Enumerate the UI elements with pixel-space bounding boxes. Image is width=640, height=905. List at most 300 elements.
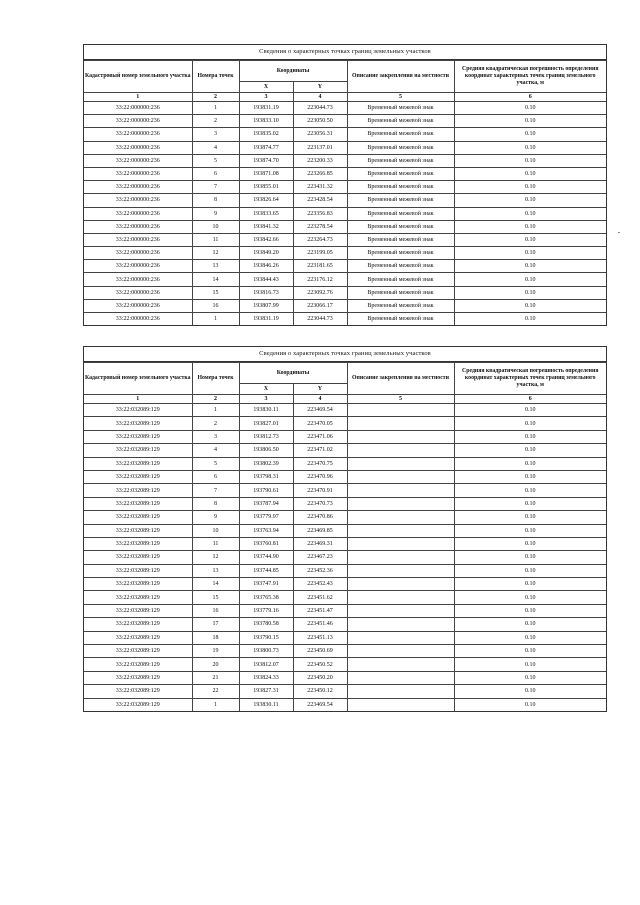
table-row: [84, 247, 606, 260]
x-coordinate-cell: 193747.91: [239, 578, 293, 591]
cadastral-number-cell: 33:22:032089:129: [84, 511, 192, 524]
table-row: [84, 154, 606, 167]
table-row: [84, 631, 606, 644]
x-coordinate-cell: 193760.81: [239, 537, 293, 550]
accuracy-cell: 0.10: [454, 457, 606, 470]
accuracy-cell: 0.10: [454, 685, 606, 698]
column-number: 5: [347, 395, 454, 404]
accuracy-cell: 0.10: [454, 260, 606, 273]
accuracy-cell: 0.10: [454, 181, 606, 194]
y-coordinate-cell: 223450.52: [293, 658, 347, 671]
points-table-block-1: [83, 44, 607, 326]
cadastral-number-cell: 33:22:032089:129: [84, 537, 192, 550]
accuracy-cell: 0.10: [454, 564, 606, 577]
cadastral-number-cell: 33:22:000000:236: [84, 102, 192, 115]
point-number-cell: 11: [192, 537, 239, 550]
cadastral-number-cell: 33:22:032089:129: [84, 671, 192, 684]
cadastral-number-cell: 33:22:032089:129: [84, 604, 192, 617]
y-coordinate-cell: 223044.73: [293, 313, 347, 326]
cadastral-number-cell: 33:22:032089:129: [84, 430, 192, 443]
description-cell: [347, 578, 454, 591]
cadastral-number-cell: 33:22:032089:129: [84, 417, 192, 430]
description-cell: [347, 645, 454, 658]
description-cell: [347, 658, 454, 671]
cadastral-number-cell: 33:22:000000:236: [84, 233, 192, 246]
description-cell: Временный межевой знак: [347, 313, 454, 326]
table-row: [84, 470, 606, 483]
description-cell: Временный межевой знак: [347, 247, 454, 260]
y-coordinate-cell: 223451.62: [293, 591, 347, 604]
y-coordinate-cell: 223451.47: [293, 604, 347, 617]
accuracy-cell: 0.10: [454, 299, 606, 312]
x-coordinate-cell: 193831.19: [239, 313, 293, 326]
accuracy-cell: 0.10: [454, 551, 606, 564]
x-coordinate-cell: 193816.73: [239, 286, 293, 299]
point-number-cell: 1: [192, 102, 239, 115]
cadastral-number-cell: 33:22:000000:236: [84, 194, 192, 207]
x-coordinate-cell: 193780.58: [239, 618, 293, 631]
x-coordinate-cell: 193826.64: [239, 194, 293, 207]
description-cell: Временный межевой знак: [347, 273, 454, 286]
cadastral-number-cell: 33:22:000000:236: [84, 181, 192, 194]
x-coordinate-cell: 193833.65: [239, 207, 293, 220]
point-number-cell: 13: [192, 260, 239, 273]
x-coordinate-cell: 193849.20: [239, 247, 293, 260]
cadastral-number-cell: 33:22:032089:129: [84, 631, 192, 644]
cadastral-number-cell: 33:22:000000:236: [84, 207, 192, 220]
x-coordinate-cell: 193763.94: [239, 524, 293, 537]
accuracy-cell: 0.10: [454, 194, 606, 207]
column-number: 3: [239, 93, 293, 102]
table-row: [84, 207, 606, 220]
x-coordinate-cell: 193871.08: [239, 167, 293, 180]
point-number-cell: 1: [192, 404, 239, 417]
point-number-cell: 17: [192, 618, 239, 631]
y-coordinate-cell: 223050.50: [293, 115, 347, 128]
cadastral-number-cell: 33:22:000000:236: [84, 273, 192, 286]
header-points: Номера точек: [192, 61, 239, 93]
accuracy-cell: 0.10: [454, 247, 606, 260]
y-coordinate-cell: 223470.86: [293, 511, 347, 524]
y-coordinate-cell: 223452.36: [293, 564, 347, 577]
y-coordinate-cell: 223470.96: [293, 470, 347, 483]
x-coordinate-cell: 193831.19: [239, 102, 293, 115]
accuracy-cell: 0.10: [454, 511, 606, 524]
header-y: Y: [293, 82, 347, 93]
accuracy-cell: 0.10: [454, 102, 606, 115]
table-row: [84, 685, 606, 698]
points-table: [84, 60, 606, 325]
point-number-cell: 4: [192, 444, 239, 457]
point-number-cell: 6: [192, 470, 239, 483]
table-row: [84, 604, 606, 617]
accuracy-cell: 0.10: [454, 604, 606, 617]
table-row: [84, 128, 606, 141]
cadastral-number-cell: 33:22:032089:129: [84, 658, 192, 671]
cadastral-number-cell: 33:22:000000:236: [84, 247, 192, 260]
accuracy-cell: 0.10: [454, 484, 606, 497]
table-row: [84, 645, 606, 658]
accuracy-cell: 0.10: [454, 167, 606, 180]
y-coordinate-cell: 223266.85: [293, 167, 347, 180]
accuracy-cell: 0.10: [454, 273, 606, 286]
point-number-cell: 15: [192, 591, 239, 604]
description-cell: Временный межевой знак: [347, 154, 454, 167]
table-row: [84, 404, 606, 417]
column-number: 1: [84, 395, 192, 404]
table-row: [84, 484, 606, 497]
x-coordinate-cell: 193833.10: [239, 115, 293, 128]
description-cell: Временный межевой знак: [347, 128, 454, 141]
point-number-cell: 19: [192, 645, 239, 658]
point-number-cell: 13: [192, 564, 239, 577]
x-coordinate-cell: 193802.39: [239, 457, 293, 470]
accuracy-cell: 0.10: [454, 233, 606, 246]
table-row: [84, 551, 606, 564]
y-coordinate-cell: 223452.43: [293, 578, 347, 591]
point-number-cell: 22: [192, 685, 239, 698]
table-row: [84, 658, 606, 671]
x-coordinate-cell: 193844.43: [239, 273, 293, 286]
point-number-cell: 3: [192, 430, 239, 443]
header-description: Описание закрепления на местности: [347, 61, 454, 93]
point-number-cell: 21: [192, 671, 239, 684]
x-coordinate-cell: 193765.38: [239, 591, 293, 604]
description-cell: Временный межевой знак: [347, 102, 454, 115]
table-row: [84, 457, 606, 470]
x-coordinate-cell: 193842.66: [239, 233, 293, 246]
y-coordinate-cell: 223092.76: [293, 286, 347, 299]
x-coordinate-cell: 193874.77: [239, 141, 293, 154]
y-coordinate-cell: 223471.02: [293, 444, 347, 457]
table-row: [84, 578, 606, 591]
accuracy-cell: 0.10: [454, 313, 606, 326]
y-coordinate-cell: 223469.31: [293, 537, 347, 550]
table-row: [84, 181, 606, 194]
y-coordinate-cell: 223356.83: [293, 207, 347, 220]
x-coordinate-cell: 193846.26: [239, 260, 293, 273]
header-cadastral: Кадастровый номер земельного участка: [84, 363, 192, 395]
description-cell: [347, 551, 454, 564]
description-cell: [347, 591, 454, 604]
point-number-cell: 5: [192, 154, 239, 167]
column-number: 5: [347, 93, 454, 102]
point-number-cell: 10: [192, 524, 239, 537]
table-row: [84, 167, 606, 180]
point-number-cell: 11: [192, 233, 239, 246]
description-cell: [347, 457, 454, 470]
point-number-cell: 6: [192, 167, 239, 180]
y-coordinate-cell: 223137.01: [293, 141, 347, 154]
x-coordinate-cell: 193841.32: [239, 220, 293, 233]
column-number: 1: [84, 93, 192, 102]
y-coordinate-cell: 223450.69: [293, 645, 347, 658]
cadastral-number-cell: 33:22:032089:129: [84, 457, 192, 470]
header-coords: Координаты: [239, 363, 347, 384]
description-cell: [347, 631, 454, 644]
cadastral-number-cell: 33:22:000000:236: [84, 167, 192, 180]
table-row: [84, 671, 606, 684]
accuracy-cell: 0.10: [454, 671, 606, 684]
cadastral-number-cell: 33:22:000000:236: [84, 260, 192, 273]
x-coordinate-cell: 193779.97: [239, 511, 293, 524]
y-coordinate-cell: 223181.65: [293, 260, 347, 273]
cadastral-number-cell: 33:22:000000:236: [84, 115, 192, 128]
y-coordinate-cell: 223470.73: [293, 497, 347, 510]
column-number: 4: [293, 93, 347, 102]
x-coordinate-cell: 193744.90: [239, 551, 293, 564]
x-coordinate-cell: 193744.85: [239, 564, 293, 577]
table-row: [84, 698, 606, 711]
column-number: 3: [239, 395, 293, 404]
y-coordinate-cell: 223469.85: [293, 524, 347, 537]
x-coordinate-cell: 193855.01: [239, 181, 293, 194]
cadastral-number-cell: 33:22:032089:129: [84, 404, 192, 417]
point-number-cell: 7: [192, 181, 239, 194]
y-coordinate-cell: 223428.54: [293, 194, 347, 207]
description-cell: [347, 698, 454, 711]
table-row: [84, 313, 606, 326]
cadastral-number-cell: 33:22:032089:129: [84, 591, 192, 604]
points-table-block-2: [83, 346, 607, 712]
accuracy-cell: 0.10: [454, 658, 606, 671]
header-cadastral: Кадастровый номер земельного участка: [84, 61, 192, 93]
description-cell: [347, 497, 454, 510]
accuracy-cell: 0.10: [454, 497, 606, 510]
table-row: [84, 618, 606, 631]
cadastral-number-cell: 33:22:032089:129: [84, 645, 192, 658]
accuracy-cell: 0.10: [454, 578, 606, 591]
point-number-cell: 2: [192, 417, 239, 430]
header-x: X: [239, 82, 293, 93]
cadastral-number-cell: 33:22:000000:236: [84, 299, 192, 312]
accuracy-cell: 0.10: [454, 698, 606, 711]
table-row: [84, 102, 606, 115]
cadastral-number-cell: 33:22:000000:236: [84, 313, 192, 326]
y-coordinate-cell: 223469.54: [293, 698, 347, 711]
header-description: Описание закрепления на местности: [347, 363, 454, 395]
x-coordinate-cell: 193827.31: [239, 685, 293, 698]
accuracy-cell: 0.10: [454, 404, 606, 417]
table-row: [84, 194, 606, 207]
table-row: [84, 444, 606, 457]
table-row: [84, 497, 606, 510]
point-number-cell: 8: [192, 497, 239, 510]
point-number-cell: 20: [192, 658, 239, 671]
y-coordinate-cell: 223056.31: [293, 128, 347, 141]
accuracy-cell: 0.10: [454, 645, 606, 658]
description-cell: [347, 417, 454, 430]
table-caption: Сведения о характерных точках границ земельных участков: [84, 347, 606, 362]
x-coordinate-cell: 193835.02: [239, 128, 293, 141]
column-number: 2: [192, 395, 239, 404]
point-number-cell: 1: [192, 313, 239, 326]
description-cell: [347, 537, 454, 550]
x-coordinate-cell: 193827.01: [239, 417, 293, 430]
table-row: [84, 115, 606, 128]
cadastral-number-cell: 33:22:032089:129: [84, 470, 192, 483]
cadastral-number-cell: 33:22:032089:129: [84, 685, 192, 698]
column-number: 4: [293, 395, 347, 404]
header-y: Y: [293, 384, 347, 395]
table-row: [84, 273, 606, 286]
description-cell: [347, 618, 454, 631]
y-coordinate-cell: 223451.46: [293, 618, 347, 631]
column-number: 6: [454, 93, 606, 102]
table-row: [84, 299, 606, 312]
cadastral-number-cell: 33:22:032089:129: [84, 444, 192, 457]
point-number-cell: 9: [192, 511, 239, 524]
point-number-cell: 10: [192, 220, 239, 233]
description-cell: [347, 430, 454, 443]
y-coordinate-cell: 223470.91: [293, 484, 347, 497]
point-number-cell: 16: [192, 604, 239, 617]
table-row: [84, 537, 606, 550]
y-coordinate-cell: 223066.17: [293, 299, 347, 312]
cadastral-number-cell: 33:22:000000:236: [84, 220, 192, 233]
x-coordinate-cell: 193812.73: [239, 430, 293, 443]
table-row: [84, 233, 606, 246]
x-coordinate-cell: 193874.70: [239, 154, 293, 167]
accuracy-cell: 0.10: [454, 220, 606, 233]
cadastral-number-cell: 33:22:032089:129: [84, 497, 192, 510]
x-coordinate-cell: 193830.11: [239, 404, 293, 417]
description-cell: Временный межевой знак: [347, 286, 454, 299]
header-x: X: [239, 384, 293, 395]
table-row: [84, 260, 606, 273]
point-number-cell: 5: [192, 457, 239, 470]
cadastral-number-cell: 33:22:032089:129: [84, 484, 192, 497]
column-number-row: [84, 395, 606, 404]
accuracy-cell: 0.10: [454, 154, 606, 167]
cadastral-number-cell: 33:22:032089:129: [84, 551, 192, 564]
y-coordinate-cell: 223264.73: [293, 233, 347, 246]
y-coordinate-cell: 223467.23: [293, 551, 347, 564]
cadastral-number-cell: 33:22:032089:129: [84, 564, 192, 577]
point-number-cell: 12: [192, 551, 239, 564]
description-cell: Временный межевой знак: [347, 207, 454, 220]
description-cell: Временный межевой знак: [347, 181, 454, 194]
cadastral-number-cell: 33:22:000000:236: [84, 141, 192, 154]
accuracy-cell: 0.10: [454, 444, 606, 457]
point-number-cell: 9: [192, 207, 239, 220]
margin-mark: [618, 232, 620, 233]
description-cell: [347, 604, 454, 617]
accuracy-cell: 0.10: [454, 115, 606, 128]
table-row: [84, 511, 606, 524]
y-coordinate-cell: 223176.12: [293, 273, 347, 286]
y-coordinate-cell: 223044.73: [293, 102, 347, 115]
point-number-cell: 12: [192, 247, 239, 260]
y-coordinate-cell: 223469.54: [293, 404, 347, 417]
description-cell: [347, 524, 454, 537]
table-row: [84, 220, 606, 233]
table-row: [84, 564, 606, 577]
table-row: [84, 430, 606, 443]
cadastral-number-cell: 33:22:000000:236: [84, 128, 192, 141]
cadastral-number-cell: 33:22:032089:129: [84, 618, 192, 631]
x-coordinate-cell: 193824.33: [239, 671, 293, 684]
table-row: [84, 524, 606, 537]
x-coordinate-cell: 193790.61: [239, 484, 293, 497]
x-coordinate-cell: 193779.16: [239, 604, 293, 617]
description-cell: Временный межевой знак: [347, 260, 454, 273]
accuracy-cell: 0.10: [454, 430, 606, 443]
y-coordinate-cell: 223200.33: [293, 154, 347, 167]
point-number-cell: 14: [192, 578, 239, 591]
y-coordinate-cell: 223431.32: [293, 181, 347, 194]
description-cell: [347, 470, 454, 483]
accuracy-cell: 0.10: [454, 128, 606, 141]
table-row: [84, 286, 606, 299]
x-coordinate-cell: 193807.99: [239, 299, 293, 312]
description-cell: Временный межевой знак: [347, 233, 454, 246]
point-number-cell: 14: [192, 273, 239, 286]
x-coordinate-cell: 193798.31: [239, 470, 293, 483]
description-cell: Временный межевой знак: [347, 194, 454, 207]
y-coordinate-cell: 223450.20: [293, 671, 347, 684]
cadastral-number-cell: 33:22:000000:236: [84, 154, 192, 167]
accuracy-cell: 0.10: [454, 141, 606, 154]
column-number: 2: [192, 93, 239, 102]
point-number-cell: 1: [192, 698, 239, 711]
description-cell: [347, 484, 454, 497]
accuracy-cell: 0.10: [454, 618, 606, 631]
table-row: [84, 591, 606, 604]
y-coordinate-cell: 223278.54: [293, 220, 347, 233]
y-coordinate-cell: 223199.05: [293, 247, 347, 260]
point-number-cell: 7: [192, 484, 239, 497]
y-coordinate-cell: 223470.05: [293, 417, 347, 430]
y-coordinate-cell: 223450.12: [293, 685, 347, 698]
cadastral-number-cell: 33:22:000000:236: [84, 286, 192, 299]
description-cell: [347, 671, 454, 684]
column-number-row: [84, 93, 606, 102]
point-number-cell: 2: [192, 115, 239, 128]
header-accuracy: Средняя квадратическая погрешность определения координат характерных точек границ земельного участка, м: [454, 61, 606, 93]
description-cell: [347, 564, 454, 577]
column-number: 6: [454, 395, 606, 404]
y-coordinate-cell: 223471.06: [293, 430, 347, 443]
point-number-cell: 4: [192, 141, 239, 154]
accuracy-cell: 0.10: [454, 417, 606, 430]
y-coordinate-cell: 223470.75: [293, 457, 347, 470]
header-points: Номера точек: [192, 363, 239, 395]
accuracy-cell: 0.10: [454, 470, 606, 483]
points-table: [84, 362, 606, 711]
accuracy-cell: 0.10: [454, 524, 606, 537]
point-number-cell: 18: [192, 631, 239, 644]
table-row: [84, 141, 606, 154]
description-cell: Временный межевой знак: [347, 167, 454, 180]
accuracy-cell: 0.10: [454, 591, 606, 604]
accuracy-cell: 0.10: [454, 631, 606, 644]
point-number-cell: 8: [192, 194, 239, 207]
description-cell: [347, 511, 454, 524]
table-caption: Сведения о характерных точках границ земельных участков: [84, 45, 606, 60]
cadastral-number-cell: 33:22:032089:129: [84, 578, 192, 591]
description-cell: [347, 404, 454, 417]
accuracy-cell: 0.10: [454, 286, 606, 299]
x-coordinate-cell: 193800.73: [239, 645, 293, 658]
x-coordinate-cell: 193787.94: [239, 497, 293, 510]
header-accuracy: Средняя квадратическая погрешность определения координат характерных точек границ земельного участка, м: [454, 363, 606, 395]
header-coords: Координаты: [239, 61, 347, 82]
description-cell: Временный межевой знак: [347, 220, 454, 233]
cadastral-number-cell: 33:22:032089:129: [84, 698, 192, 711]
x-coordinate-cell: 193806.50: [239, 444, 293, 457]
description-cell: Временный межевой знак: [347, 115, 454, 128]
